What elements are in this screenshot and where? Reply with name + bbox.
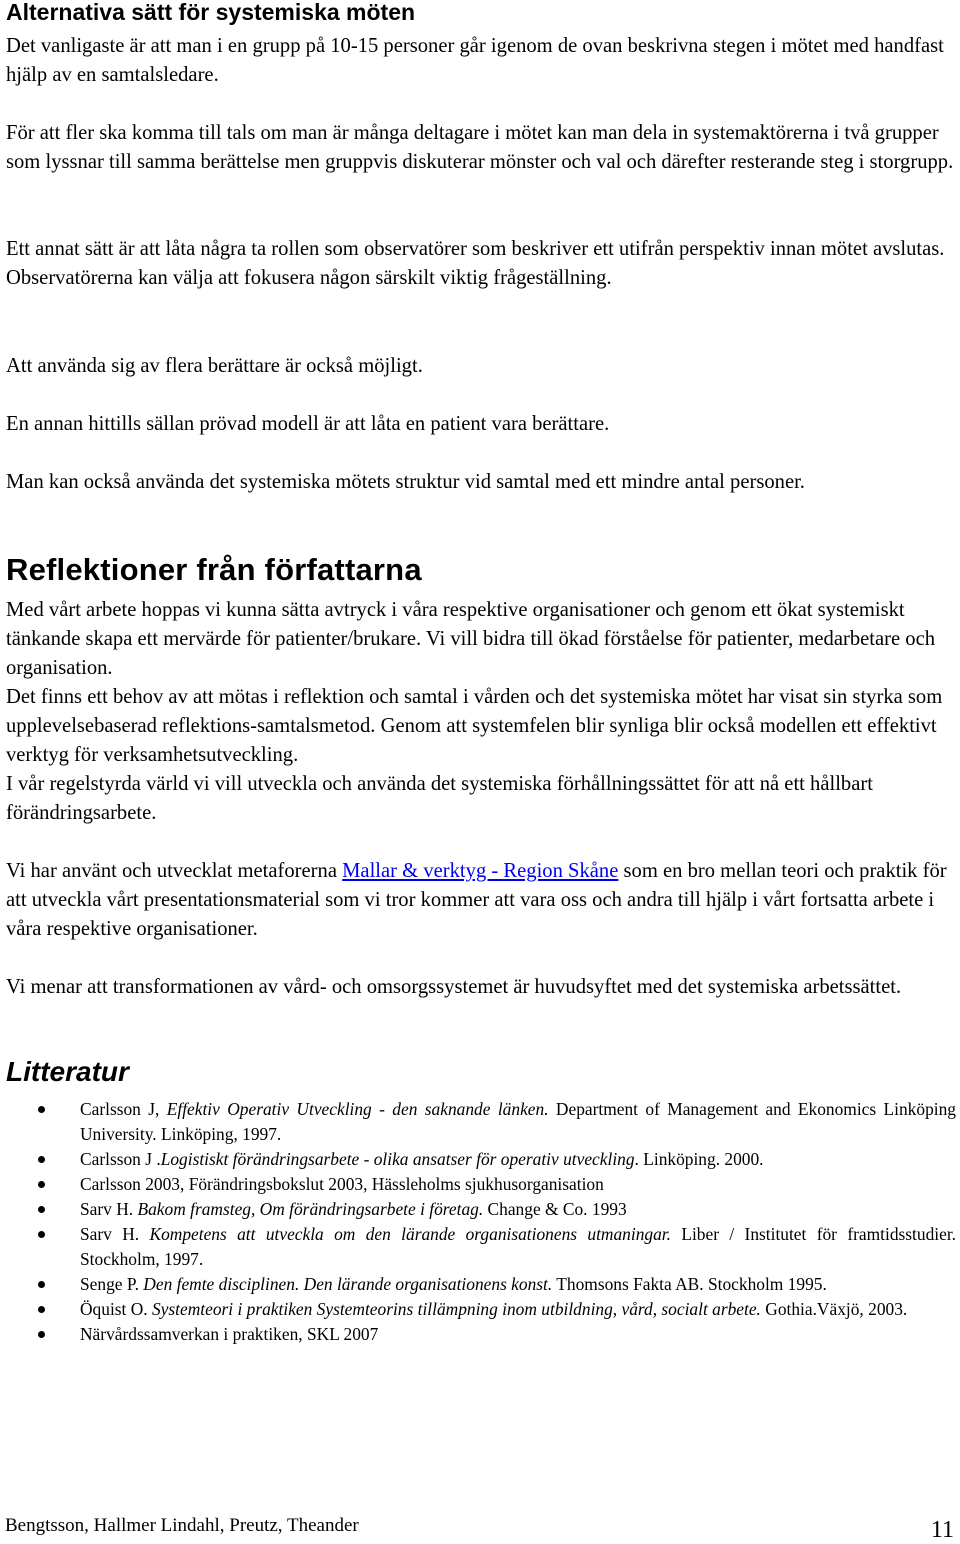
- paragraph-metaphors: [6, 857, 956, 944]
- reference-text: Öquist O.: [80, 1299, 152, 1319]
- bullet-icon: [38, 1206, 45, 1213]
- reference-title: Logistiskt förändringsarbete - olika ansatser för operativ utveckling: [160, 1149, 635, 1169]
- reference-item: [0, 1172, 960, 1197]
- paragraph: Man kan också använda det systemiska mötets struktur vid samtal med ett mindre antal personer.: [6, 471, 805, 493]
- reference-title: Kompetens att utveckla om den lärande organisationens utmaningar.: [149, 1224, 671, 1244]
- paragraph: För att fler ska komma till tals om man är många deltagare i mötet kan man dela in systemaktörerna i två grupper som lyssnar till samma berättelse men gruppvis diskuterar mönster och val och därefter resterande steg i storgrupp.: [6, 122, 954, 173]
- bullet-icon: [38, 1106, 45, 1113]
- reference-title: Bakom framsteg, Om förändringsarbete i företag.: [137, 1199, 484, 1219]
- section-heading-alternative-meetings: Alternativa sätt för systemiska möten: [6, 0, 416, 25]
- reference-text: Carlsson 2003, Förändringsbokslut 2003, Hässleholms sjukhusorganisation: [80, 1174, 604, 1194]
- bullet-icon: [38, 1331, 45, 1338]
- bullet-icon: [38, 1231, 45, 1238]
- reference-text: Sarv H.: [80, 1224, 150, 1244]
- bullet-icon: [38, 1281, 45, 1288]
- reference-text: Thomsons Fakta AB. Stockholm 1995.: [552, 1274, 827, 1294]
- reference-text: Change & Co. 1993: [483, 1199, 627, 1219]
- reference-item: [0, 1147, 960, 1172]
- reference-text: Carlsson J,: [80, 1099, 167, 1119]
- reference-text: Liber / Institutet för framtidsstudier. Stockholm, 1997.: [80, 1224, 956, 1269]
- reference-item: [0, 1297, 960, 1322]
- reference-title: Den femte disciplinen. Den lärande organisationens konst.: [143, 1274, 553, 1294]
- paragraph: Att använda sig av flera berättare är också möjligt.: [6, 355, 423, 377]
- reference-item: [0, 1222, 960, 1272]
- paragraph: Med vårt arbete hoppas vi kunna sätta avtryck i våra respektive organisationer och genom ett ökat systemiskt tänkande skapa ett mervärde för patienter/brukare. Vi vill bidra till ökad förståelse för patienter, medarbetare och organisation.: [6, 599, 936, 679]
- paragraph-text: som en bro mellan teori och praktik för att utveckla vårt presentationsmaterial som vi tror kommer att vara oss och andra till hjälp i vårt fortsatta arbete i våra respektive organisationer.: [6, 860, 947, 940]
- footer-authors: Bengtsson, Hallmer Lindahl, Preutz, Theander: [5, 1515, 359, 1536]
- reference-text: Senge P.: [80, 1274, 144, 1294]
- region-skane-link[interactable]: Mallar & verktyg - Region Skåne: [342, 860, 619, 882]
- reference-item: [0, 1197, 960, 1222]
- reference-item: [0, 1272, 960, 1297]
- page-number: 11: [930, 1517, 954, 1543]
- reference-title: Effektiv Operativ Utveckling - den saknande länken.: [166, 1099, 549, 1119]
- bullet-icon: [38, 1181, 45, 1188]
- bullet-icon: [38, 1156, 45, 1163]
- reference-text: Gothia.Växjö, 2003.: [760, 1299, 908, 1319]
- paragraph: En annan hittills sällan prövad modell är att låta en patient vara berättare.: [6, 413, 610, 435]
- section-heading-reflections: Reflektioner från författarna: [6, 552, 422, 587]
- paragraph: Vi menar att transformationen av vård- och omsorgssystemet är huvudsyftet med det systemiska arbetssättet.: [6, 976, 902, 998]
- reference-item: [0, 1097, 960, 1147]
- paragraph-text: Vi har använt och utvecklat metaforerna: [6, 860, 343, 882]
- reference-text: Sarv H.: [80, 1199, 138, 1219]
- reference-item: [0, 1322, 960, 1347]
- paragraph: Ett annat sätt är att låta några ta rollen som observatörer som beskriver ett utifrån perspektiv innan mötet avslutas. Observatörerna kan välja att fokusera någon särskilt viktig frågeställning.: [6, 238, 945, 289]
- reference-text: Carlsson J .: [80, 1149, 161, 1169]
- reference-list: [0, 1097, 960, 1347]
- paragraph: Det vanligaste är att man i en grupp på 10-15 personer går igenom de ovan beskrivna stegen i mötet med handfast hjälp av en samtalsledare.: [6, 35, 944, 86]
- section-heading-literature: Litteratur: [6, 1056, 129, 1087]
- reference-text: . Linköping. 2000.: [634, 1149, 764, 1169]
- reference-text: Department of Management and Ekonomics Linköping University. Linköping, 1997.: [80, 1099, 956, 1144]
- reference-text: Närvårdssamverkan i praktiken, SKL 2007: [80, 1324, 379, 1344]
- paragraph: I vår regelstyrda värld vi vill utveckla och använda det systemiska förhållningssättet för att nå ett hållbart förändringsarbete.: [6, 773, 873, 824]
- bullet-icon: [38, 1306, 45, 1313]
- paragraph: Det finns ett behov av att mötas i reflektion och samtal i vården och det systemiska mötet har visat sin styrka som upplevelsebaserad reflektions-samtalsmetod. Genom att systemfelen blir synliga blir också modellen ett effektivt verktyg för verksamhetsutveckling.: [6, 686, 943, 766]
- reference-title: Systemteori i praktiken Systemteorins tillämpning inom utbildning, vård, socialt arbete.: [151, 1299, 761, 1319]
